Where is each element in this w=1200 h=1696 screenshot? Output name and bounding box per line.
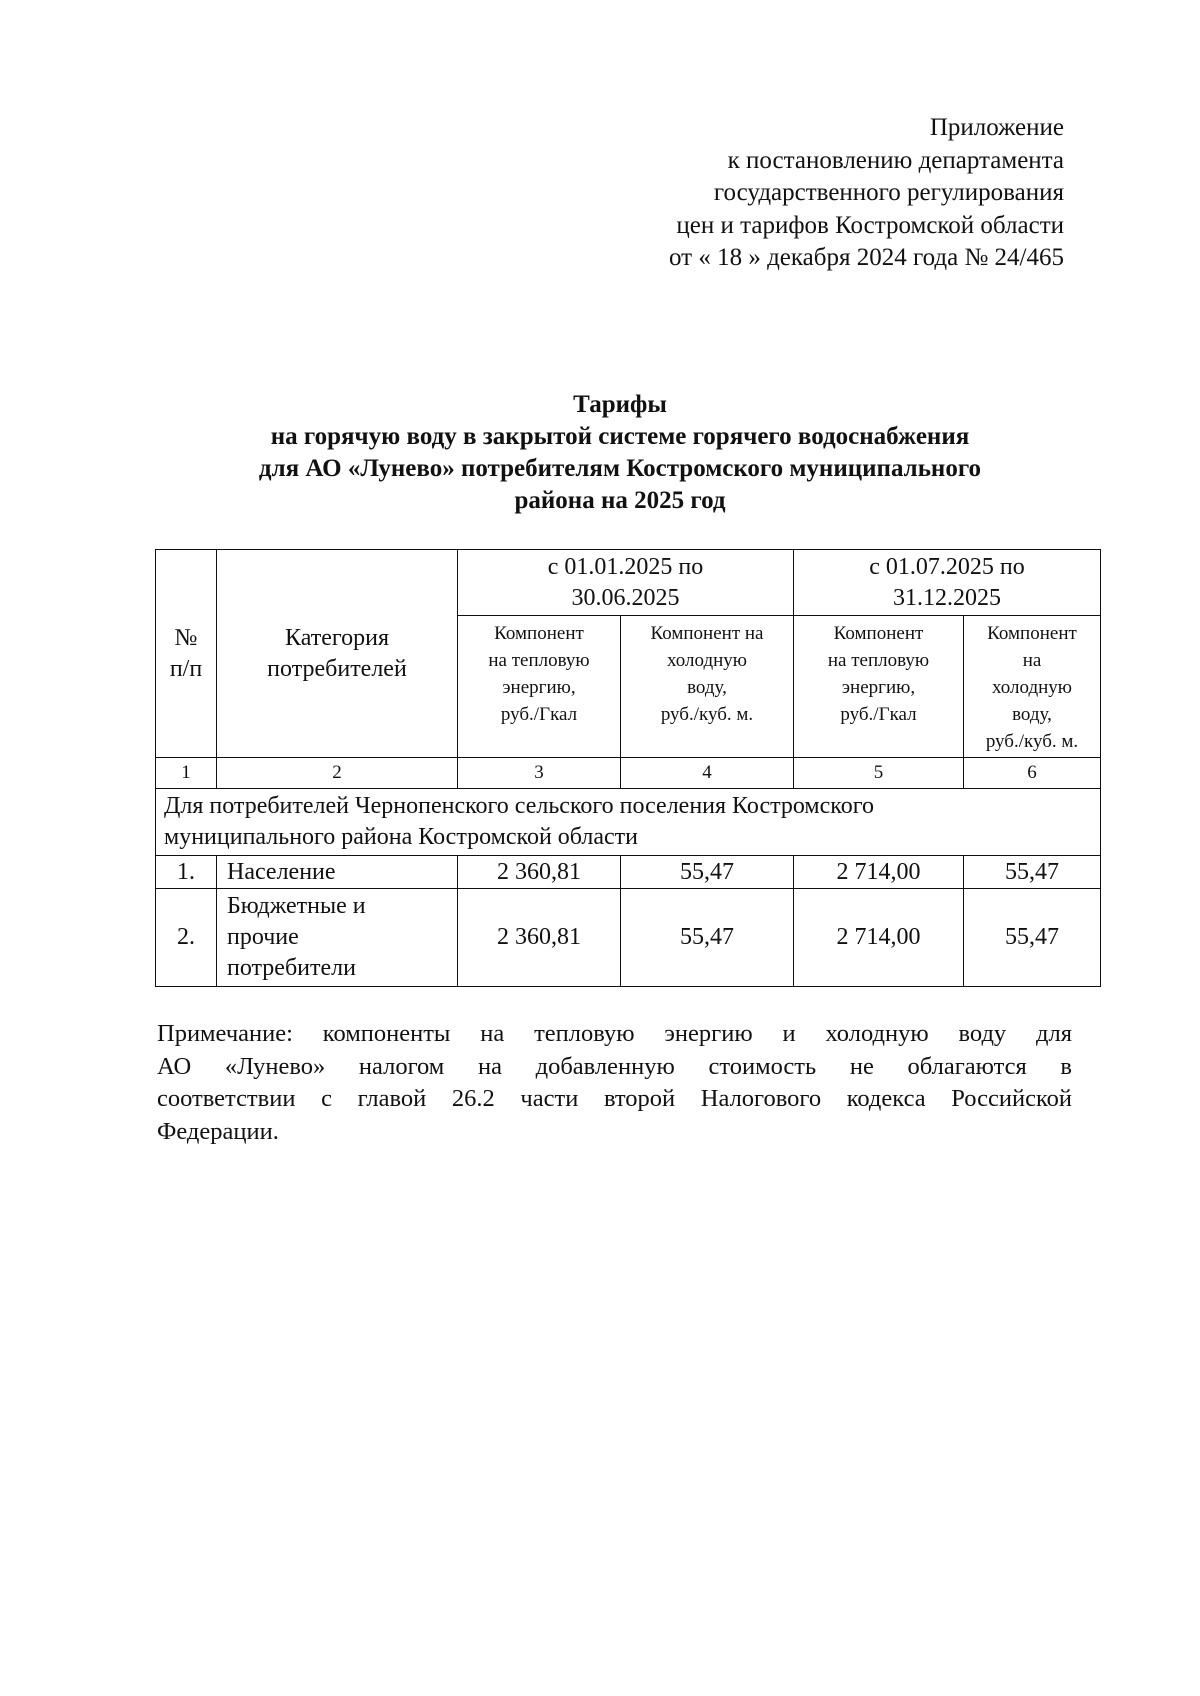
header-period-2 (794, 550, 1101, 616)
sub-line: Компонент (833, 623, 924, 644)
sub-line: на тепловую (488, 650, 590, 671)
sub-line: энергию, (502, 677, 576, 698)
header-sub-cold-1 (621, 616, 794, 758)
sub-line: Компонент на (650, 623, 764, 644)
note-paragraph (157, 1018, 1072, 1148)
title-line: на горячую воду в закрытой системе горячего водоснабжения (270, 423, 970, 450)
category-line: потребители (227, 955, 356, 981)
appendix-line: от « 18 » декабря 2024 года № 24/465 (668, 244, 1064, 271)
group-title-row (156, 789, 1101, 856)
row-value: 2 714,00 (794, 856, 964, 889)
period-line: 31.12.2025 (893, 584, 1001, 611)
row-value: 2 714,00 (794, 889, 964, 987)
category-line: прочие (227, 924, 299, 950)
title-line: для АО «Лунево» потребителям Костромского муниципального (258, 455, 982, 482)
header-sub-heat-1 (458, 616, 621, 758)
table-row (156, 889, 1101, 987)
row-value: 2 360,81 (458, 889, 621, 987)
row-category (217, 889, 458, 987)
header-period-1 (458, 550, 794, 616)
note-line: Примечание: компоненты на тепловую энергию и холодную воду для (157, 1020, 1072, 1047)
sub-line: воду, (1012, 704, 1052, 725)
row-value: 55,47 (964, 889, 1101, 987)
row-value: 2 360,81 (458, 856, 621, 889)
sub-line: на тепловую (827, 650, 930, 671)
sub-line: руб./Гкал (840, 704, 917, 725)
sub-line: холодную (667, 650, 747, 671)
sub-line: энергию, (841, 677, 916, 698)
category-line: Бюджетные и (227, 893, 366, 919)
row-category (217, 856, 458, 889)
header-category (217, 550, 458, 758)
sub-line: руб./куб. м. (660, 704, 754, 725)
sub-line: Компонент (494, 623, 584, 644)
col-number: 4 (621, 758, 794, 789)
group-title-line: Для потребителей Чернопенского сельского поселения Костромского (164, 793, 874, 819)
row-num: 1. (156, 856, 217, 889)
sub-line: воду, (687, 677, 727, 698)
period-line: с 01.01.2025 по (547, 553, 704, 580)
row-value: 55,47 (964, 856, 1101, 889)
appendix-line: Приложение (929, 114, 1064, 141)
category-line: Население (227, 858, 336, 885)
col-number: 1 (156, 758, 217, 789)
note-line: АО «Лунево» налогом на добавленную стоимость не облагаются в (157, 1052, 1072, 1080)
header-num (156, 550, 217, 758)
row-value: 55,47 (621, 856, 794, 889)
tariff-table (155, 549, 1101, 987)
note-line: Федерации. (157, 1117, 279, 1145)
row-num: 2. (156, 889, 217, 987)
period-line: 30.06.2025 (571, 584, 680, 611)
table-row (156, 856, 1101, 889)
sub-line: руб./куб. м. (985, 731, 1079, 752)
document-title (160, 389, 1080, 517)
appendix-line: цен и тарифов Костромской области (676, 211, 1064, 239)
sub-line: на (1022, 650, 1042, 671)
sub-line: руб./Гкал (500, 704, 578, 725)
sub-line: Компонент (987, 623, 1077, 644)
title-line: Тарифы (573, 391, 667, 418)
header-category-line: Категория (285, 624, 389, 651)
col-number: 5 (794, 758, 964, 789)
header-sub-heat-2 (794, 616, 964, 758)
row-value: 55,47 (621, 889, 794, 987)
sub-line: холодную (992, 677, 1072, 698)
title-line: района на 2025 год (514, 487, 726, 514)
header-num-line: п/п (169, 655, 203, 682)
header-num-line: № (174, 624, 198, 651)
appendix-line: государственного регулирования (713, 179, 1064, 206)
group-title-line: муниципального района Костромской области (164, 824, 639, 850)
col-number: 2 (217, 758, 458, 789)
col-number: 3 (458, 758, 621, 789)
period-line: с 01.07.2025 по (869, 553, 1025, 580)
appendix-header (669, 112, 1064, 275)
appendix-line: к постановлению департамента (727, 146, 1064, 174)
note-line: соответствии с главой 26.2 части второй Налогового кодекса Российской (157, 1085, 1072, 1112)
header-sub-cold-2 (964, 616, 1101, 758)
col-number: 6 (964, 758, 1101, 789)
header-category-line: потребителей (267, 655, 407, 682)
